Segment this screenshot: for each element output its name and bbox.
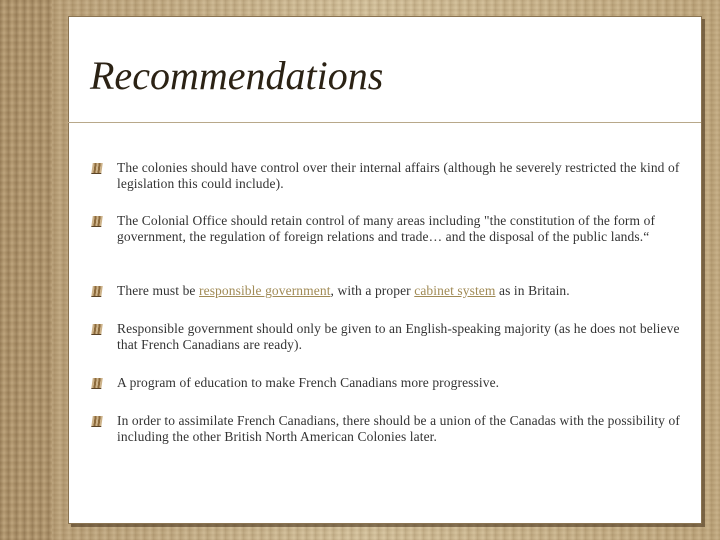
list-item — [92, 413, 688, 444]
bullet-icon — [91, 378, 103, 389]
list-item — [92, 321, 688, 352]
bullet-icon — [91, 163, 103, 174]
bullet-text — [117, 283, 688, 299]
slide-title: Recommendations — [90, 53, 384, 98]
wood-texture-strip — [0, 0, 52, 540]
bullet-text-segment: There must be — [117, 283, 199, 298]
bullet-text: A program of education to make French Canadians more progressive. — [117, 375, 500, 390]
bullet-icon — [91, 416, 103, 427]
list-item — [92, 375, 688, 391]
bullet-icon — [91, 286, 103, 297]
responsible-government-link[interactable]: responsible government — [199, 283, 331, 298]
bullet-icon — [91, 216, 103, 227]
list-item — [92, 283, 688, 299]
title-divider — [68, 122, 701, 123]
bullet-text: The Colonial Office should retain control of many areas including "the constitution of the form of government, the regulation of foreign relations and trade… and the disposal of the public lands.“ — [117, 213, 656, 244]
bullet-text: Responsible government should only be given to an English-speaking majority (as he does not believe that French Canadians are ready). — [117, 321, 680, 352]
bullet-text: The colonies should have control over their internal affairs (although he severely restricted the kind of legislation this could include). — [117, 160, 680, 191]
list-item — [92, 213, 688, 244]
bullet-text-segment: as in Britain. — [495, 283, 570, 298]
bullet-icon — [91, 324, 103, 335]
bullet-text: In order to assimilate French Canadians, there should be a union of the Canadas with the possibility of including the other British North American Colonies later. — [117, 413, 680, 444]
list-item — [92, 160, 688, 191]
cabinet-system-link[interactable]: cabinet system — [414, 283, 496, 298]
bullet-text-segment: , with a proper — [330, 283, 415, 298]
